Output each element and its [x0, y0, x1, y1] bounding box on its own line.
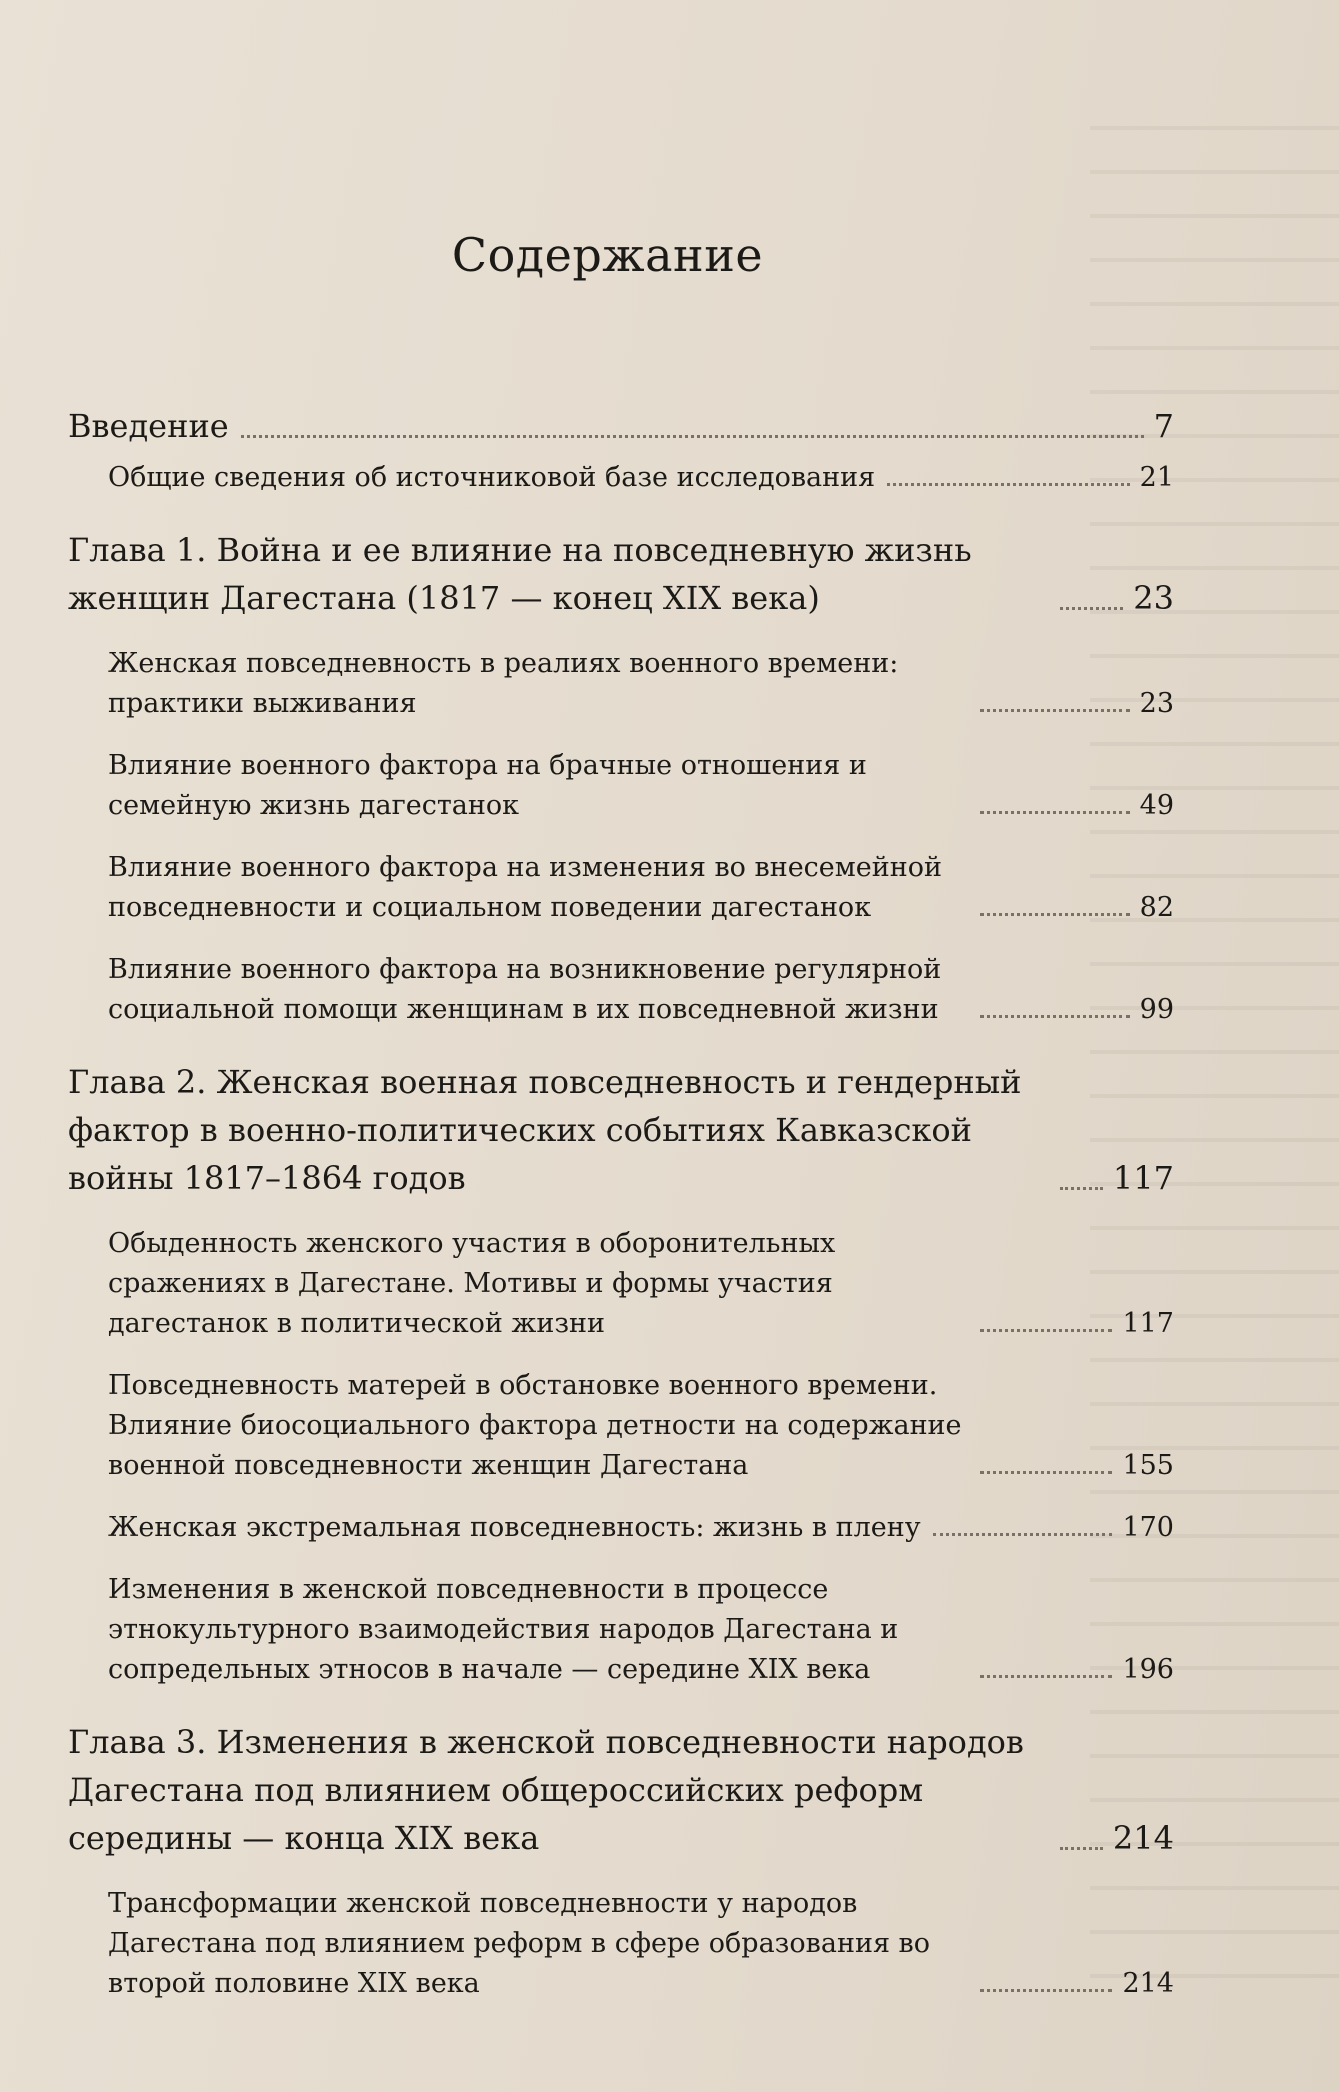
dot-leader — [1060, 1187, 1103, 1190]
dot-leader — [1060, 607, 1123, 610]
toc-entry-title: Введение — [68, 407, 229, 445]
toc-subentry — [68, 1570, 1174, 1690]
toc-page-number: 117 — [1122, 1308, 1174, 1339]
toc-page-number: 21 — [1139, 462, 1174, 493]
toc-entry-title: Влияние военного фактора на возникновение регулярной социальной помощи женщинам в их повседневной жизни — [108, 954, 942, 1025]
dot-leader — [933, 1533, 1113, 1536]
toc-entry-title: Женская экстремальная повседневность: жизнь в плену — [108, 1512, 921, 1543]
toc-subentry — [68, 644, 1174, 724]
dot-leader — [980, 1675, 1112, 1678]
dot-leader — [980, 1471, 1112, 1474]
toc-page-number: 7 — [1153, 407, 1174, 445]
toc-entry-chapter-3 — [68, 1718, 1174, 1862]
toc-entry-title: Глава 1. Война и ее влияние на повседневную жизнь женщин Дагестана (1817 — конец XIX века) — [68, 531, 972, 617]
toc-page-number: 23 — [1139, 688, 1174, 719]
page-title: Содержание — [451, 228, 764, 282]
toc-entry-title: Повседневность матерей в обстановке военного времени. Влияние биосоциального фактора детности на содержание военной повседневности женщин Дагестана — [108, 1370, 962, 1481]
toc-entry-chapter-2 — [68, 1058, 1174, 1202]
toc-page-number: 82 — [1139, 892, 1174, 923]
toc-subentry — [68, 950, 1174, 1030]
toc-subentry — [68, 1224, 1174, 1344]
toc-subentry — [68, 746, 1174, 826]
toc-entry-title: Глава 2. Женская военная повседневность и гендерный фактор в военно-политических событиях Кавказской войны 1817–1864 годов — [68, 1063, 1022, 1197]
toc-entry-title: Изменения в женской повседневности в процессе этнокультурного взаимодействия народов Дагестана и сопредельных этносов в начале — середине XIX века — [108, 1574, 899, 1685]
toc-page-number: 117 — [1112, 1159, 1174, 1197]
toc-entry-chapter-1 — [68, 526, 1174, 622]
toc-subentry — [68, 1884, 1174, 2004]
toc-entry-title: Влияние военного фактора на брачные отношения и семейную жизнь дагестанок — [108, 750, 867, 821]
toc-page-number: 214 — [1112, 1819, 1174, 1857]
toc-subentry — [68, 1366, 1174, 1486]
toc-entry-title: Трансформации женской повседневности у народов Дагестана под влиянием реформ в сфере образования во второй половине XIX века — [108, 1888, 931, 1999]
toc-page-number: 155 — [1122, 1450, 1174, 1481]
toc-entry-title: Обыденность женского участия в оборонительных сражениях в Дагестане. Мотивы и формы участия дагестанок в политической жизни — [108, 1228, 836, 1339]
toc-page-number: 170 — [1122, 1512, 1174, 1543]
dot-leader — [980, 811, 1130, 814]
toc-entry-title: Глава 3. Изменения в женской повседневности народов Дагестана под влиянием общероссийских реформ середины — конца XIX века — [68, 1723, 1024, 1857]
toc-page-number: 23 — [1133, 579, 1174, 617]
dot-leader — [1060, 1847, 1103, 1850]
dot-leader — [980, 1015, 1130, 1018]
toc-page-number: 49 — [1139, 790, 1174, 821]
toc-entry-introduction — [68, 402, 1174, 450]
dot-leader — [887, 483, 1129, 486]
dot-leader — [980, 709, 1130, 712]
toc-subentry — [68, 1508, 1174, 1548]
dot-leader — [980, 913, 1130, 916]
dot-leader — [980, 1989, 1112, 1992]
toc-entry-title: Общие сведения об источниковой базе исследования — [108, 462, 876, 493]
toc-page-number: 196 — [1122, 1654, 1174, 1685]
toc-page-number: 99 — [1139, 994, 1174, 1025]
toc-entry-title: Женская повседневность в реалиях военного времени: практики выживания — [108, 648, 899, 719]
toc-entry-title: Влияние военного фактора на изменения во внесемейной повседневности и социальном поведении дагестанок — [108, 852, 942, 923]
dot-leader — [241, 435, 1144, 438]
toc-page-number: 214 — [1122, 1968, 1174, 1999]
toc-subentry — [68, 848, 1174, 928]
dot-leader — [980, 1329, 1112, 1332]
table-of-contents — [68, 402, 1174, 2004]
toc-subentry — [68, 458, 1174, 498]
